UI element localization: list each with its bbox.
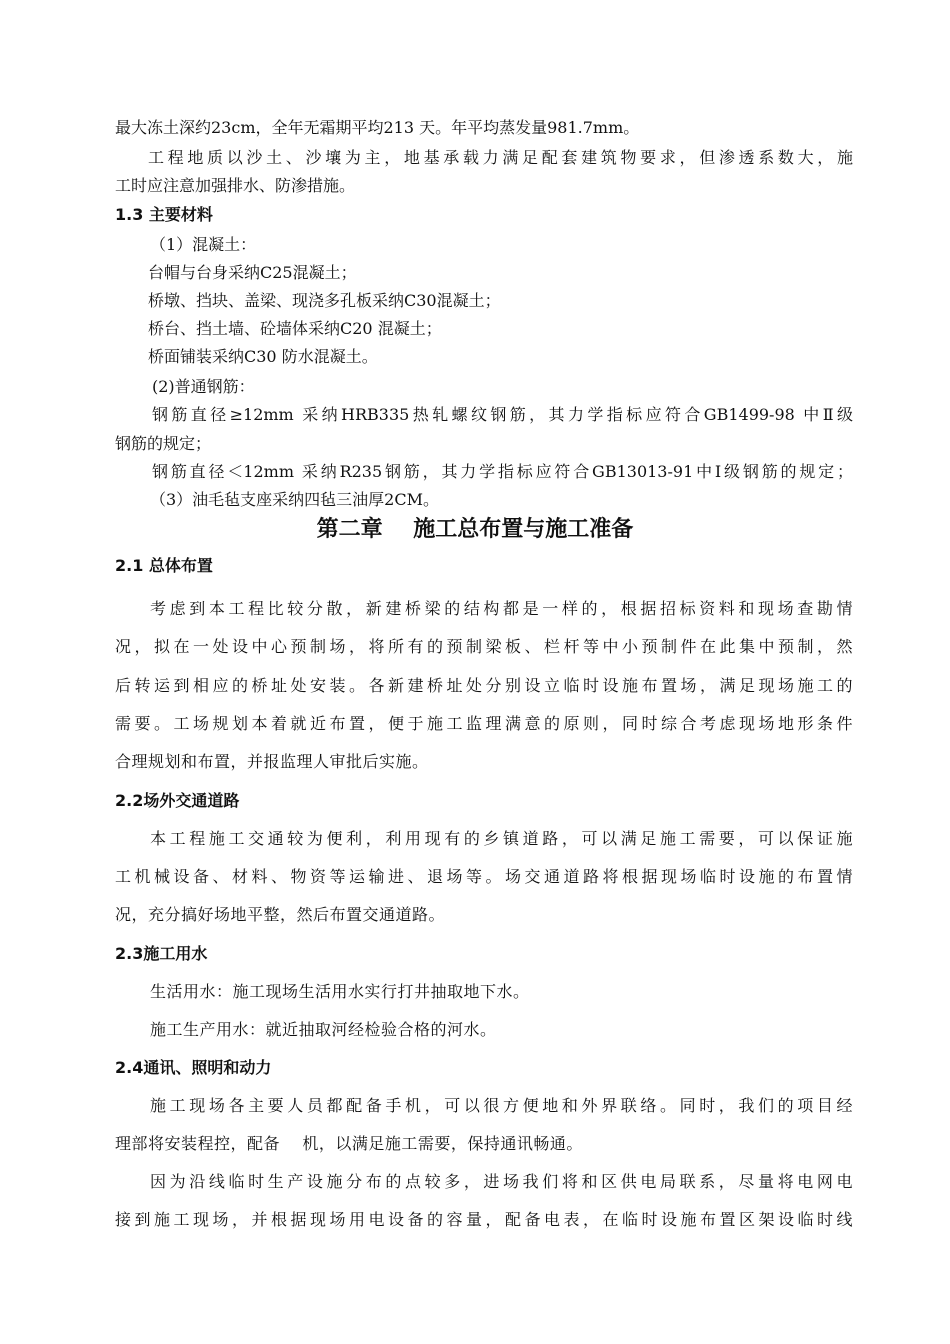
text-line: 工程地质以沙土、沙壤为主，地基承载力满足配套建筑物要求，但渗透系数大，施 bbox=[148, 148, 853, 167]
text-line: 合理规划和布置，并报监理人审批后实施。 bbox=[115, 752, 429, 771]
text-line: 生活用水：施工现场生活用水实行打井抽取地下水。 bbox=[150, 982, 530, 1001]
text-line: 桥面铺装采纳C30 防水混凝土。 bbox=[148, 347, 378, 366]
text-line: 最大冻土深约23cm，全年无霜期平均213 天。年平均蒸发量981.7mm。 bbox=[115, 118, 640, 137]
text-line: 况，充分搞好场地平整，然后布置交通道路。 bbox=[115, 905, 446, 924]
chapter-title: 第二章 施工总布置与施工准备 bbox=[316, 517, 634, 542]
text-line: 况，拟在一处设中心预制场，将所有的预制梁板、栏杆等中小预制件在此集中预制，然 bbox=[115, 637, 853, 656]
text-line: 钢筋直径≥12mm 采纳HRB335热轧螺纹钢筋，其力学指标应符合GB1499-98 中Ⅱ级 bbox=[152, 405, 853, 424]
text-line: 因为沿线临时生产设施分布的点较多，进场我们将和区供电局联系，尽量将电网电 bbox=[150, 1172, 853, 1191]
text-line: （3）油毛毡支座采纳四毡三油厚2CM。 bbox=[150, 490, 439, 509]
section-heading-2-2: 2.2场外交通道路 bbox=[115, 791, 240, 810]
text-line: 后转运到相应的桥址处安装。各新建桥址处分别设立临时设施布置场，满足现场施工的 bbox=[115, 676, 853, 695]
text-line: 桥台、挡土墙、砼墙体采纳C20 混凝土； bbox=[148, 319, 442, 338]
text-line: 钢筋的规定； bbox=[115, 434, 212, 453]
text-line: 需要。工场规划本着就近布置，便于施工监理满意的原则，同时综合考虑现场地形条件 bbox=[115, 714, 853, 733]
section-heading-2-1: 2.1 总体布置 bbox=[115, 556, 213, 575]
section-heading-1-3: 1.3 主要材料 bbox=[115, 205, 213, 224]
text-line: 考虑到本工程比较分散，新建桥梁的结构都是一样的，根据招标资料和现场查勘情 bbox=[150, 599, 853, 618]
text-line: 台帽与台身采纳C25混凝土； bbox=[148, 263, 357, 282]
text-line: 接到施工现场，并根据现场用电设备的容量，配备电表，在临时设施布置区架设临时线 bbox=[115, 1210, 853, 1229]
text-line: （1）混凝土： bbox=[150, 235, 257, 254]
text-line: 理部将安装程控，配备 机，以满足施工需要，保持通讯畅通。 bbox=[115, 1134, 583, 1153]
section-heading-2-4: 2.4通讯、照明和动力 bbox=[115, 1058, 272, 1077]
text-line: 施工现场各主要人员都配备手机，可以很方便地和外界联络。同时，我们的项目经 bbox=[150, 1096, 853, 1115]
section-heading-2-3: 2.3施工用水 bbox=[115, 944, 208, 963]
text-line: (2)普通钢筋： bbox=[152, 377, 255, 396]
text-line: 工时应注意加强排水、防渗措施。 bbox=[115, 176, 356, 195]
text-line: 本工程施工交通较为便利，利用现有的乡镇道路，可以满足施工需要，可以保证施 bbox=[150, 829, 853, 848]
text-line: 桥墩、挡块、盖梁、现浇多孔板采纳C30混凝土； bbox=[148, 291, 501, 310]
text-line: 钢筋直径＜12mm 采纳R235钢筋，其力学指标应符合GB13013-91中Ⅰ级钢筋的规定； bbox=[152, 462, 853, 481]
text-line: 工机械设备、材料、物资等运输进、退场等。场交通道路将根据现场临时设施的布置情 bbox=[115, 867, 853, 886]
text-line: 施工生产用水：就近抽取河经检验合格的河水。 bbox=[150, 1020, 497, 1039]
